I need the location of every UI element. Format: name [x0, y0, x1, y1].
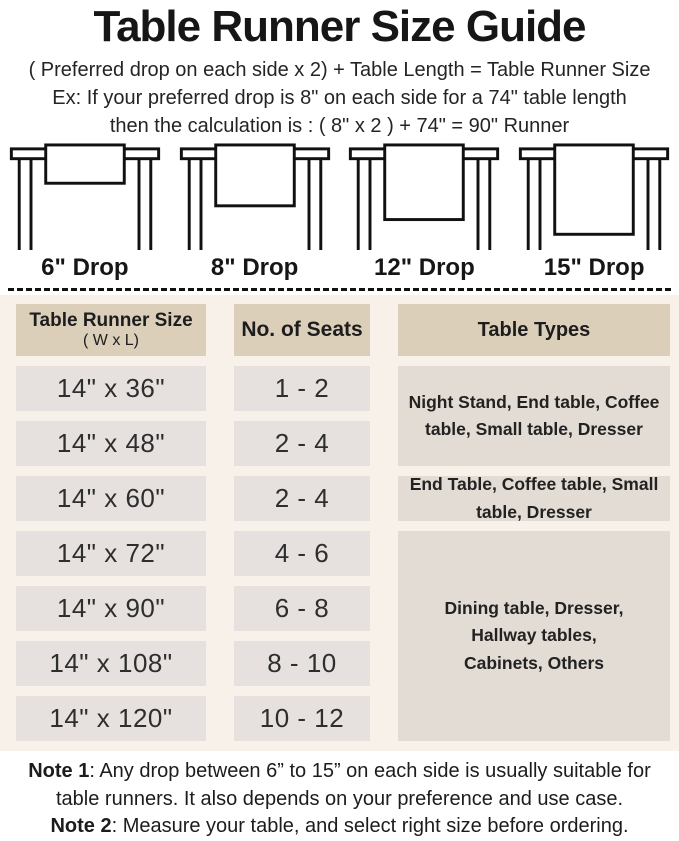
table-types-group-small: [398, 366, 670, 466]
table-runner-illustration-icon: [5, 142, 165, 250]
table-runner-illustration-icon: [344, 142, 504, 250]
size-guide-table: [0, 295, 679, 751]
seats-cell: 1 - 2: [234, 366, 370, 411]
note-2: [8, 813, 671, 841]
seats-cell: 4 - 6: [234, 531, 370, 576]
table-types-group-large: [398, 531, 670, 741]
seats-cell: 8 - 10: [234, 641, 370, 686]
notes-section: [0, 751, 679, 841]
dashed-divider: [8, 288, 671, 291]
drop-label-15: 15" Drop: [543, 254, 645, 281]
diagram-6-drop: [0, 142, 170, 250]
note-1-label: Note 1: [28, 760, 90, 782]
table-types-group-medium: [398, 476, 670, 521]
seats-cell: 10 - 12: [234, 696, 370, 741]
header-table-types: Table Types: [398, 304, 670, 356]
note-2-label: Note 2: [50, 815, 112, 837]
runner-size-cell: 14" x 72": [16, 531, 206, 576]
header-runner-size-title: Table Runner Size: [29, 309, 193, 331]
drop-label-6: 6" Drop: [41, 254, 129, 281]
diagram-8-drop: [170, 142, 340, 250]
diagram-15-drop: [509, 142, 679, 250]
table-types-text: Dining table, Dresser, Hallway tables, Cabinets, Others: [444, 598, 624, 673]
header-no-of-seats: No. of Seats: [234, 304, 370, 356]
runner-size-cell: 14" x 120": [16, 696, 206, 741]
page-title: Table Runner Size Guide: [93, 2, 586, 51]
drop-labels-row: [0, 252, 679, 283]
example-line-2: then the calculation is : ( 8" x 2 ) + 74" = 90" Runner: [109, 115, 570, 137]
runner-size-cell: 14" x 60": [16, 476, 206, 521]
seats-cell: 2 - 4: [234, 421, 370, 466]
runner-size-cell: 14" x 48": [16, 421, 206, 466]
table-runner-illustration-icon: [175, 142, 335, 250]
runner-size-cell: 14" x 36": [16, 366, 206, 411]
diagram-12-drop: [340, 142, 510, 250]
header-runner-size-sub: ( W x L): [83, 331, 139, 349]
runner-size-cell: 14" x 108": [16, 641, 206, 686]
note-1: [8, 758, 671, 813]
note-1-text: : Any drop between 6” to 15” on each side is usually suitable for table runners. It also depends on your preference and use case.: [55, 760, 651, 810]
formula-line: ( Preferred drop on each side x 2) + Table Length = Table Runner Size: [28, 59, 651, 81]
table-runner-illustration-icon: [514, 142, 674, 250]
drop-label-8: 8" Drop: [210, 254, 299, 281]
drop-label-12: 12" Drop: [374, 254, 475, 281]
seats-cell: 6 - 8: [234, 586, 370, 631]
runner-size-cell: 14" x 90": [16, 586, 206, 631]
table-types-text: End Table, Coffee table, Small table, Dresser: [409, 474, 659, 522]
seats-cell: 2 - 4: [234, 476, 370, 521]
note-2-text: : Measure your table, and select right size before ordering.: [111, 815, 629, 837]
example-line-1: Ex: If your preferred drop is 8" on each side for a 74" table length: [52, 87, 627, 109]
table-types-text: Night Stand, End table, Coffee table, Small table, Dresser: [408, 391, 660, 439]
header-runner-size: [16, 304, 206, 356]
drop-diagrams-row: [0, 142, 679, 250]
